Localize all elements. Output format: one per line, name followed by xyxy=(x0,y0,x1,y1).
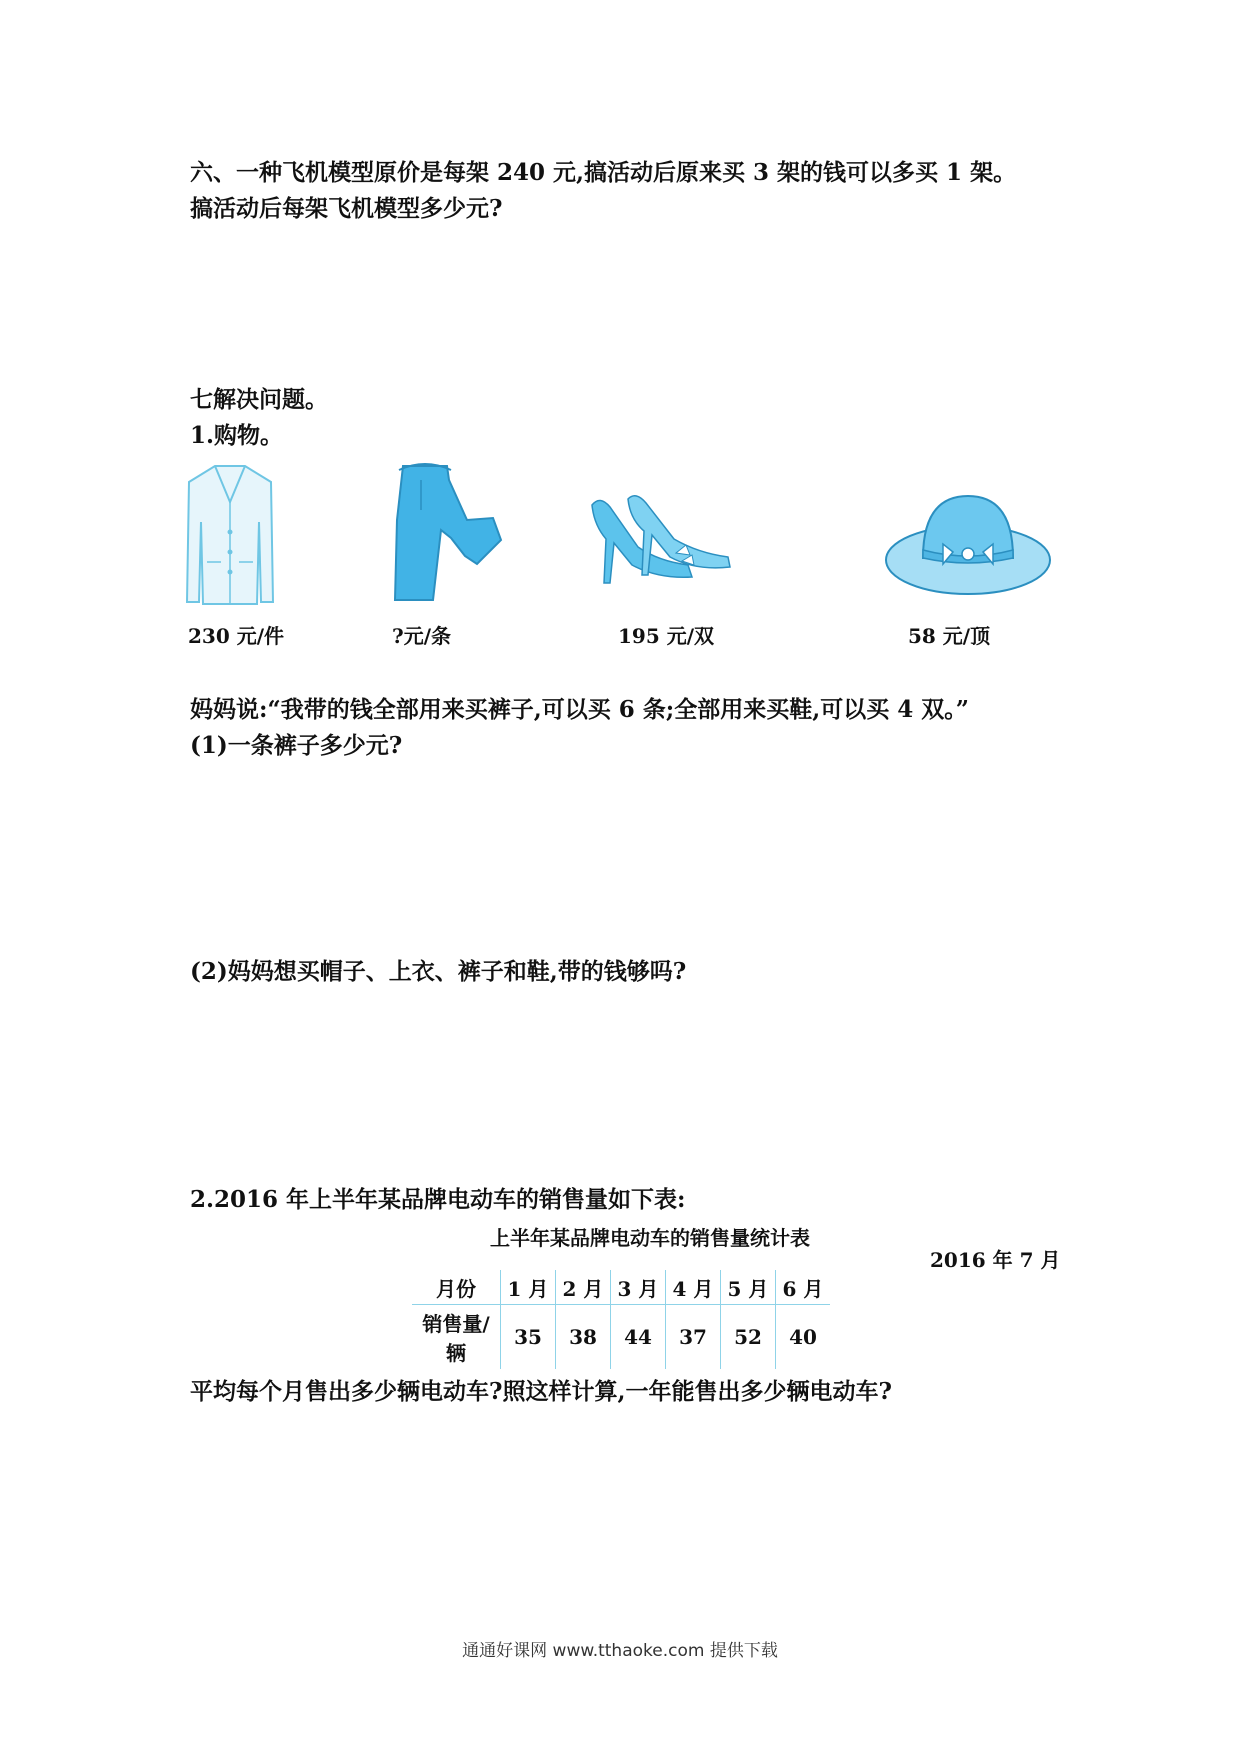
footer: 通通好课网 www.tthaoke.com 提供下载 xyxy=(462,1641,778,1661)
shoes-price: 195 元/双 xyxy=(618,624,715,648)
table-header-cell: 月份 xyxy=(412,1270,501,1305)
table-header-row xyxy=(412,1270,830,1305)
jacket-icon xyxy=(185,462,275,607)
table-header-cell: 2 月 xyxy=(556,1270,611,1305)
table-header-cell: 3 月 xyxy=(611,1270,666,1305)
q6-line1: 六、一种飞机模型原价是每架 240 元,搞活动后原来买 3 架的钱可以多买 1 架。 xyxy=(190,159,1017,186)
table-cell: 40 xyxy=(776,1305,831,1370)
q7-p1-sub1: (1)一条裤子多少元? xyxy=(190,732,403,759)
table-cell: 38 xyxy=(556,1305,611,1370)
row-label xyxy=(412,1305,501,1370)
row-label-line1: 销售量/ xyxy=(422,1312,490,1336)
table-cell: 44 xyxy=(611,1305,666,1370)
table-header-cell: 6 月 xyxy=(776,1270,831,1305)
pants-icon xyxy=(385,460,505,605)
table-header-cell: 4 月 xyxy=(666,1270,721,1305)
table-header-cell: 1 月 xyxy=(501,1270,556,1305)
table-header-cell: 5 月 xyxy=(721,1270,776,1305)
table-row xyxy=(412,1305,830,1370)
q7-p1-statement: 妈妈说:“我带的钱全部用来买裤子,可以买 6 条;全部用来买鞋,可以买 4 双。” xyxy=(190,696,969,723)
shoes-icon xyxy=(588,495,733,590)
table-cell: 35 xyxy=(501,1305,556,1370)
hat-icon xyxy=(883,488,1053,598)
table-cell: 37 xyxy=(666,1305,721,1370)
table-cell: 52 xyxy=(721,1305,776,1370)
row-label-line2: 辆 xyxy=(446,1341,466,1365)
jacket-price: 230 元/件 xyxy=(188,624,285,648)
q7-p2-question: 平均每个月售出多少辆电动车?照这样计算,一年能售出多少辆电动车? xyxy=(190,1378,892,1405)
q7-p1-sub2: (2)妈妈想买帽子、上衣、裤子和鞋,带的钱够吗? xyxy=(190,958,687,985)
hat-price: 58 元/顶 xyxy=(908,624,991,648)
sales-table xyxy=(412,1270,830,1369)
q6-line2: 搞活动后每架飞机模型多少元? xyxy=(190,195,503,222)
table-date: 2016 年 7 月 xyxy=(930,1248,1061,1272)
q7-title: 七解决问题。 xyxy=(190,386,328,413)
q7-p2-title: 2.2016 年上半年某品牌电动车的销售量如下表: xyxy=(190,1186,686,1213)
table-caption: 上半年某品牌电动车的销售量统计表 xyxy=(490,1226,810,1250)
q7-p1-title: 1.购物。 xyxy=(190,422,284,449)
pants-price: ?元/条 xyxy=(392,624,452,648)
